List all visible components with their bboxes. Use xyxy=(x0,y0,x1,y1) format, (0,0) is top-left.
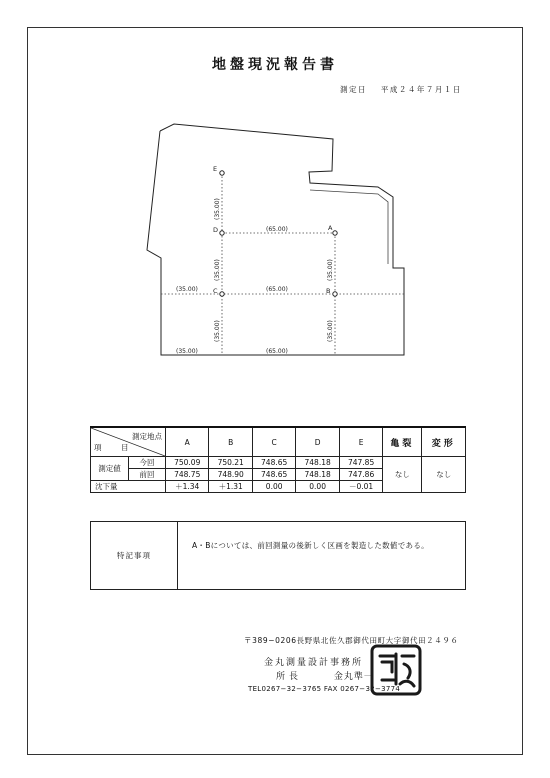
column-header-deform: 変形 xyxy=(422,427,466,457)
subsidence-value-a: ＋1.34 xyxy=(165,481,208,493)
subsidence-value-d: 0.00 xyxy=(296,481,339,493)
column-header-crack: 亀裂 xyxy=(383,427,422,457)
dim-label-c-bottom: (35.00) xyxy=(214,320,221,342)
official-seal-stamp xyxy=(366,640,426,700)
column-header-c: C xyxy=(252,427,295,457)
dim-label-d-c: (35.00) xyxy=(214,259,221,281)
subsidence-value-c: 0.00 xyxy=(252,481,295,493)
director-line xyxy=(276,669,374,682)
office-address: 〒389−0206長野県北佐久郡御代田町大字御代田２４９６ xyxy=(244,636,459,645)
current-value-b: 750.21 xyxy=(209,457,252,469)
survey-point-e xyxy=(220,171,224,175)
survey-lines xyxy=(161,173,404,355)
column-header-e: E xyxy=(339,427,382,457)
current-value-a: 750.09 xyxy=(165,457,208,469)
previous-value-d: 748.18 xyxy=(296,469,339,481)
dim-label-left-c: (35.00) xyxy=(176,286,198,293)
point-label-b: B xyxy=(326,287,331,295)
current-value-d: 748.18 xyxy=(296,457,339,469)
survey-point-a xyxy=(333,231,337,235)
subsidence-value-b: ＋1.31 xyxy=(209,481,252,493)
date-label: 測定日 xyxy=(340,85,367,94)
lot-outline-main xyxy=(147,124,404,355)
survey-point-c xyxy=(220,292,224,296)
previous-value-c: 748.65 xyxy=(252,469,295,481)
previous-value-e: 747.86 xyxy=(339,469,382,481)
special-notes-label: 特記事項 xyxy=(91,522,178,589)
column-header-a: A xyxy=(165,427,208,457)
previous-value-a: 748.75 xyxy=(165,469,208,481)
crack-value: なし xyxy=(383,457,422,493)
dim-label-bottom-left: (35.00) xyxy=(176,348,198,355)
table-header-corner xyxy=(91,427,166,457)
subsidence-label: 沈下量 xyxy=(91,481,166,493)
header-points-label: 測定地点 xyxy=(131,432,162,441)
dim-label-d-a: (65.00) xyxy=(266,226,288,233)
measured-label: 測定値 xyxy=(91,457,129,481)
current-label: 今回 xyxy=(129,457,166,469)
document-title: 地盤現況報告書 xyxy=(212,57,338,73)
special-notes-box xyxy=(90,521,466,590)
point-label-c: C xyxy=(213,287,218,295)
director-name: 金丸準一 xyxy=(333,672,374,682)
header-items-label: 項 目 xyxy=(94,443,135,452)
company-name: 金丸測量設計事務所 xyxy=(264,658,364,668)
subsidence-value-e: －0.01 xyxy=(339,481,382,493)
dim-label-e-d: (35.00) xyxy=(214,198,221,220)
previous-label: 前回 xyxy=(129,469,166,481)
deform-value: なし xyxy=(422,457,466,493)
survey-point-d xyxy=(220,231,224,235)
measurement-table xyxy=(90,426,466,493)
dim-label-c-b: (65.00) xyxy=(266,286,288,293)
dim-label-b-bottom: (35.00) xyxy=(327,320,334,342)
point-label-e: E xyxy=(213,165,218,173)
dim-label-a-b: (35.00) xyxy=(327,259,334,281)
previous-value-b: 748.90 xyxy=(209,469,252,481)
special-notes-text: A・Bについては、前回測量の後新しく区画を製造した数値である。 xyxy=(192,541,429,550)
contact-tel-fax: TEL0267−32−3765 FAX 0267−32−3774 xyxy=(248,685,401,693)
date-value: 平成２４年７月１日 xyxy=(380,85,462,94)
column-header-d: D xyxy=(296,427,339,457)
dim-label-bottom-right: (65.00) xyxy=(266,348,288,355)
lot-outline-inner xyxy=(310,190,388,264)
point-label-d: D xyxy=(213,226,219,234)
point-label-a: A xyxy=(328,224,333,232)
current-value-c: 748.65 xyxy=(252,457,295,469)
director-role: 所長 xyxy=(276,672,303,682)
column-header-b: B xyxy=(209,427,252,457)
current-value-e: 747.85 xyxy=(339,457,382,469)
survey-point-b xyxy=(333,292,337,296)
